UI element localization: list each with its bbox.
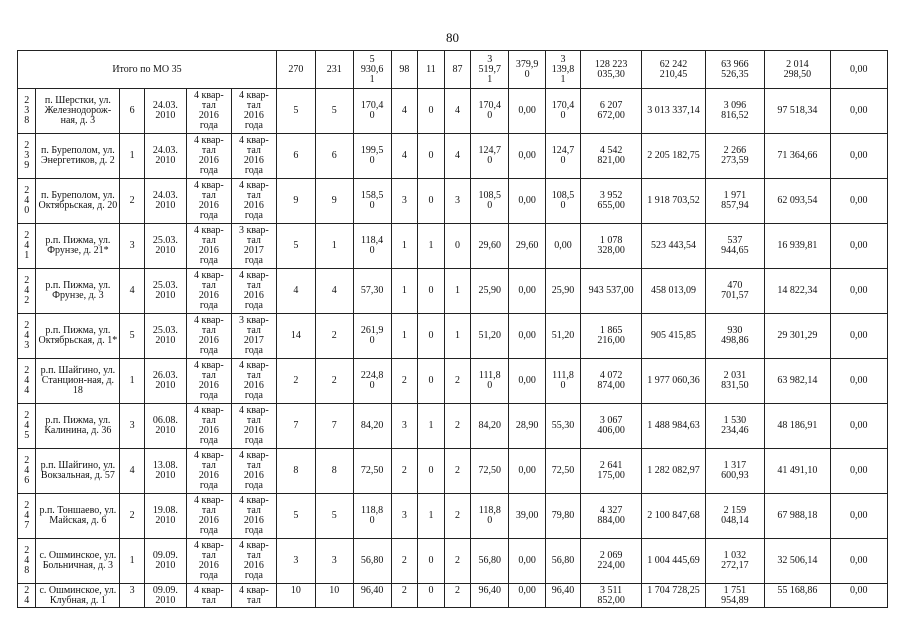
value-cell: 170,4 0 xyxy=(353,89,391,134)
actual-term-cell: 4 квар- тал 2016 года xyxy=(231,539,276,584)
value-cell: 1 xyxy=(444,269,471,314)
value-cell: 3 xyxy=(276,539,315,584)
value-cell: 0,00 xyxy=(830,449,887,494)
number-cell: 1 xyxy=(120,359,145,404)
value-cell: 1 282 082,97 xyxy=(642,449,705,494)
number-cell: 1 xyxy=(120,134,145,179)
value-cell: 5 xyxy=(315,89,353,134)
actual-term-cell: 4 квар- тал 2016 года xyxy=(231,269,276,314)
value-cell: 470 701,57 xyxy=(705,269,764,314)
value-cell: 0,00 xyxy=(830,494,887,539)
table-row xyxy=(18,584,888,608)
table-row xyxy=(18,404,888,449)
value-cell: 55,30 xyxy=(546,404,581,449)
value-cell: 8 xyxy=(315,449,353,494)
value-cell: 96,40 xyxy=(353,584,391,608)
total-value-cell: 3 519,7 1 xyxy=(471,51,509,89)
value-cell: 4 xyxy=(315,269,353,314)
total-value-cell: 5 930,6 1 xyxy=(353,51,391,89)
number-cell: 5 xyxy=(120,314,145,359)
value-cell: 39,00 xyxy=(509,494,546,539)
value-cell: 943 537,00 xyxy=(580,269,641,314)
value-cell: 0,00 xyxy=(830,224,887,269)
value-cell: 9 xyxy=(276,179,315,224)
total-label: Итого по МО 35 xyxy=(18,51,277,89)
value-cell: 1 317 600,93 xyxy=(705,449,764,494)
value-cell: 930 498,86 xyxy=(705,314,764,359)
number-cell: 2 xyxy=(120,494,145,539)
page-number: 80 xyxy=(446,30,459,45)
value-cell: 5 xyxy=(276,494,315,539)
value-cell: 96,40 xyxy=(471,584,509,608)
table-row xyxy=(18,89,888,134)
date-cell: 25.03. 2010 xyxy=(144,224,186,269)
value-cell: 0,00 xyxy=(509,584,546,608)
value-cell: 2 xyxy=(391,584,418,608)
value-cell: 84,20 xyxy=(353,404,391,449)
value-cell: 537 944,65 xyxy=(705,224,764,269)
value-cell: 56,80 xyxy=(546,539,581,584)
date-cell: 09.09. 2010 xyxy=(144,584,186,608)
value-cell: 7 xyxy=(315,404,353,449)
value-cell: 0,00 xyxy=(830,179,887,224)
record-number-cell: 2 4 0 xyxy=(18,179,36,224)
value-cell: 67 988,18 xyxy=(765,494,831,539)
date-cell: 26.03. 2010 xyxy=(144,359,186,404)
address-cell: р.п. Пижма, ул. Калинина, д. 36 xyxy=(36,404,120,449)
value-cell: 1 xyxy=(391,314,418,359)
value-cell: 2 xyxy=(391,359,418,404)
value-cell: 1 865 216,00 xyxy=(580,314,641,359)
value-cell: 0,00 xyxy=(830,584,887,608)
value-cell: 6 207 672,00 xyxy=(580,89,641,134)
value-cell: 1 704 728,25 xyxy=(642,584,705,608)
value-cell: 3 xyxy=(444,179,471,224)
address-cell: р.п. Шайгино, ул. Вокзальная, д. 57 xyxy=(36,449,120,494)
record-number-cell: 2 4 2 xyxy=(18,269,36,314)
value-cell: 72,50 xyxy=(546,449,581,494)
date-cell: 19.08. 2010 xyxy=(144,494,186,539)
value-cell: 8 xyxy=(276,449,315,494)
value-cell: 0 xyxy=(418,584,445,608)
number-cell: 4 xyxy=(120,449,145,494)
value-cell: 158,5 0 xyxy=(353,179,391,224)
value-cell: 0 xyxy=(418,539,445,584)
address-cell: с. Ошминское, ул. Больничная, д. 3 xyxy=(36,539,120,584)
date-cell: 24.03. 2010 xyxy=(144,179,186,224)
actual-term-cell: 4 квар- тал xyxy=(231,584,276,608)
address-cell: р.п. Пижма, ул. Фрунзе, д. 21* xyxy=(36,224,120,269)
total-value-cell: 87 xyxy=(444,51,471,89)
value-cell: 1 971 857,94 xyxy=(705,179,764,224)
record-number-cell: 2 4 xyxy=(18,584,36,608)
value-cell: 2 100 847,68 xyxy=(642,494,705,539)
value-cell: 3 xyxy=(315,539,353,584)
date-cell: 06.08. 2010 xyxy=(144,404,186,449)
value-cell: 199,5 0 xyxy=(353,134,391,179)
planned-term-cell: 4 квар- тал 2016 года xyxy=(186,89,231,134)
value-cell: 51,20 xyxy=(546,314,581,359)
value-cell: 2 069 224,00 xyxy=(580,539,641,584)
value-cell: 2 641 175,00 xyxy=(580,449,641,494)
address-cell: р.п. Шайгино, ул. Станцион-ная, д. 18 xyxy=(36,359,120,404)
value-cell: 1 xyxy=(418,404,445,449)
value-cell: 0,00 xyxy=(830,359,887,404)
value-cell: 84,20 xyxy=(471,404,509,449)
value-cell: 3 952 655,00 xyxy=(580,179,641,224)
value-cell: 523 443,54 xyxy=(642,224,705,269)
value-cell: 4 327 884,00 xyxy=(580,494,641,539)
housing-program-table xyxy=(17,50,888,608)
value-cell: 124,7 0 xyxy=(471,134,509,179)
value-cell: 51,20 xyxy=(471,314,509,359)
total-value-cell: 98 xyxy=(391,51,418,89)
value-cell: 4 xyxy=(276,269,315,314)
value-cell: 0,00 xyxy=(509,449,546,494)
table-row xyxy=(18,314,888,359)
value-cell: 25,90 xyxy=(546,269,581,314)
value-cell: 79,80 xyxy=(546,494,581,539)
value-cell: 905 415,85 xyxy=(642,314,705,359)
address-cell: с. Ошминское, ул. Клубная, д. 1 xyxy=(36,584,120,608)
table-row xyxy=(18,134,888,179)
value-cell: 2 xyxy=(444,404,471,449)
value-cell: 0,00 xyxy=(509,269,546,314)
value-cell: 111,8 0 xyxy=(546,359,581,404)
record-number-cell: 2 4 7 xyxy=(18,494,36,539)
total-value-cell: 379,9 0 xyxy=(509,51,546,89)
value-cell: 2 xyxy=(315,359,353,404)
record-number-cell: 2 4 4 xyxy=(18,359,36,404)
value-cell: 0 xyxy=(444,224,471,269)
value-cell: 1 xyxy=(444,314,471,359)
record-number-cell: 2 4 5 xyxy=(18,404,36,449)
value-cell: 0 xyxy=(418,449,445,494)
value-cell: 1 xyxy=(315,224,353,269)
value-cell: 0,00 xyxy=(830,314,887,359)
date-cell: 25.03. 2010 xyxy=(144,269,186,314)
table-row xyxy=(18,494,888,539)
address-cell: р.п. Пижма, ул. Фрунзе, д. 3 xyxy=(36,269,120,314)
actual-term-cell: 4 квар- тал 2016 года xyxy=(231,494,276,539)
value-cell: 0,00 xyxy=(546,224,581,269)
planned-term-cell: 4 квар- тал 2016 года xyxy=(186,269,231,314)
value-cell: 41 491,10 xyxy=(765,449,831,494)
value-cell: 72,50 xyxy=(353,449,391,494)
value-cell: 0,00 xyxy=(509,539,546,584)
value-cell: 1 004 445,69 xyxy=(642,539,705,584)
actual-term-cell: 4 квар- тал 2016 года xyxy=(231,134,276,179)
planned-term-cell: 4 квар- тал 2016 года xyxy=(186,449,231,494)
value-cell: 6 xyxy=(315,134,353,179)
value-cell: 5 xyxy=(276,224,315,269)
value-cell: 1 977 060,36 xyxy=(642,359,705,404)
value-cell: 2 xyxy=(444,359,471,404)
value-cell: 170,4 0 xyxy=(471,89,509,134)
actual-term-cell: 3 квар- тал 2017 года xyxy=(231,314,276,359)
value-cell: 3 xyxy=(391,494,418,539)
value-cell: 14 xyxy=(276,314,315,359)
value-cell: 3 096 816,52 xyxy=(705,89,764,134)
value-cell: 2 xyxy=(444,494,471,539)
value-cell: 97 518,34 xyxy=(765,89,831,134)
number-cell: 4 xyxy=(120,269,145,314)
value-cell: 16 939,81 xyxy=(765,224,831,269)
value-cell: 63 982,14 xyxy=(765,359,831,404)
number-cell: 1 xyxy=(120,539,145,584)
planned-term-cell: 4 квар- тал 2016 года xyxy=(186,134,231,179)
value-cell: 4 xyxy=(391,89,418,134)
table-row xyxy=(18,269,888,314)
date-cell: 13.08. 2010 xyxy=(144,449,186,494)
value-cell: 0,00 xyxy=(830,539,887,584)
value-cell: 9 xyxy=(315,179,353,224)
total-value-cell: 3 139,8 1 xyxy=(546,51,581,89)
value-cell: 96,40 xyxy=(546,584,581,608)
actual-term-cell: 4 квар- тал 2016 года xyxy=(231,404,276,449)
value-cell: 111,8 0 xyxy=(471,359,509,404)
value-cell: 4 xyxy=(391,134,418,179)
value-cell: 29 301,29 xyxy=(765,314,831,359)
value-cell: 3 511 852,00 xyxy=(580,584,641,608)
value-cell: 4 xyxy=(444,134,471,179)
value-cell: 2 xyxy=(391,449,418,494)
total-value-cell: 11 xyxy=(418,51,445,89)
value-cell: 108,5 0 xyxy=(471,179,509,224)
table-row xyxy=(18,449,888,494)
planned-term-cell: 4 квар- тал 2016 года xyxy=(186,404,231,449)
value-cell: 48 186,91 xyxy=(765,404,831,449)
table-row xyxy=(18,224,888,269)
value-cell: 5 xyxy=(315,494,353,539)
value-cell: 0 xyxy=(418,179,445,224)
planned-term-cell: 4 квар- тал 2016 года xyxy=(186,314,231,359)
value-cell: 14 822,34 xyxy=(765,269,831,314)
total-value-cell: 270 xyxy=(276,51,315,89)
value-cell: 118,4 0 xyxy=(353,224,391,269)
value-cell: 57,30 xyxy=(353,269,391,314)
actual-term-cell: 4 квар- тал 2016 года xyxy=(231,89,276,134)
planned-term-cell: 4 квар- тал 2016 года xyxy=(186,359,231,404)
value-cell: 1 751 954,89 xyxy=(705,584,764,608)
total-value-cell: 2 014 298,50 xyxy=(765,51,831,89)
value-cell: 2 xyxy=(444,539,471,584)
value-cell: 118,8 0 xyxy=(471,494,509,539)
value-cell: 0 xyxy=(418,359,445,404)
value-cell: 1 488 984,63 xyxy=(642,404,705,449)
value-cell: 1 xyxy=(418,224,445,269)
date-cell: 24.03. 2010 xyxy=(144,89,186,134)
planned-term-cell: 4 квар- тал 2016 года xyxy=(186,494,231,539)
value-cell: 0,00 xyxy=(509,134,546,179)
table-row xyxy=(18,539,888,584)
total-value-cell: 128 223 035,30 xyxy=(580,51,641,89)
planned-term-cell: 4 квар- тал 2016 года xyxy=(186,224,231,269)
table-row xyxy=(18,359,888,404)
total-row xyxy=(18,51,888,89)
value-cell: 1 xyxy=(418,494,445,539)
address-cell: р.п. Пижма, ул. Октябрьская, д. 1* xyxy=(36,314,120,359)
table-row xyxy=(18,179,888,224)
planned-term-cell: 4 квар- тал 2016 года xyxy=(186,179,231,224)
value-cell: 56,80 xyxy=(353,539,391,584)
value-cell: 4 072 874,00 xyxy=(580,359,641,404)
date-cell: 09.09. 2010 xyxy=(144,539,186,584)
value-cell: 2 xyxy=(276,359,315,404)
planned-term-cell: 4 квар- тал 2016 года xyxy=(186,539,231,584)
value-cell: 4 542 821,00 xyxy=(580,134,641,179)
number-cell: 3 xyxy=(120,224,145,269)
value-cell: 62 093,54 xyxy=(765,179,831,224)
value-cell: 0,00 xyxy=(509,179,546,224)
value-cell: 0 xyxy=(418,314,445,359)
record-number-cell: 2 3 9 xyxy=(18,134,36,179)
value-cell: 0,00 xyxy=(830,269,887,314)
value-cell: 2 xyxy=(315,314,353,359)
value-cell: 0,00 xyxy=(830,134,887,179)
actual-term-cell: 3 квар- тал 2017 года xyxy=(231,224,276,269)
value-cell: 28,90 xyxy=(509,404,546,449)
value-cell: 29,60 xyxy=(471,224,509,269)
total-value-cell: 63 966 526,35 xyxy=(705,51,764,89)
value-cell: 7 xyxy=(276,404,315,449)
value-cell: 0 xyxy=(418,269,445,314)
value-cell: 0,00 xyxy=(830,89,887,134)
value-cell: 10 xyxy=(276,584,315,608)
value-cell: 56,80 xyxy=(471,539,509,584)
value-cell: 3 013 337,14 xyxy=(642,89,705,134)
value-cell: 2 159 048,14 xyxy=(705,494,764,539)
value-cell: 118,8 0 xyxy=(353,494,391,539)
value-cell: 458 013,09 xyxy=(642,269,705,314)
value-cell: 32 506,14 xyxy=(765,539,831,584)
value-cell: 3 067 406,00 xyxy=(580,404,641,449)
value-cell: 25,90 xyxy=(471,269,509,314)
date-cell: 24.03. 2010 xyxy=(144,134,186,179)
value-cell: 2 205 182,75 xyxy=(642,134,705,179)
value-cell: 4 xyxy=(444,89,471,134)
record-number-cell: 2 4 8 xyxy=(18,539,36,584)
value-cell: 2 266 273,59 xyxy=(705,134,764,179)
record-number-cell: 2 3 8 xyxy=(18,89,36,134)
value-cell: 0,00 xyxy=(830,404,887,449)
date-cell: 25.03. 2010 xyxy=(144,314,186,359)
value-cell: 71 364,66 xyxy=(765,134,831,179)
value-cell: 2 031 831,50 xyxy=(705,359,764,404)
value-cell: 0,00 xyxy=(509,89,546,134)
value-cell: 5 xyxy=(276,89,315,134)
value-cell: 2 xyxy=(391,539,418,584)
value-cell: 1 918 703,52 xyxy=(642,179,705,224)
value-cell: 1 xyxy=(391,269,418,314)
total-value-cell: 231 xyxy=(315,51,353,89)
planned-term-cell: 4 квар- тал xyxy=(186,584,231,608)
address-cell: п. Бурепoлом, ул. Октябрьская, д. 20 xyxy=(36,179,120,224)
address-cell: п. Бурепoлом, ул. Энергетиков, д. 2 xyxy=(36,134,120,179)
value-cell: 72,50 xyxy=(471,449,509,494)
value-cell: 261,9 0 xyxy=(353,314,391,359)
record-number-cell: 2 4 3 xyxy=(18,314,36,359)
actual-term-cell: 4 квар- тал 2016 года xyxy=(231,179,276,224)
value-cell: 1 032 272,17 xyxy=(705,539,764,584)
number-cell: 3 xyxy=(120,404,145,449)
address-cell: р.п. Тоншаево, ул. Майская, д. 6 xyxy=(36,494,120,539)
value-cell: 108,5 0 xyxy=(546,179,581,224)
value-cell: 170,4 0 xyxy=(546,89,581,134)
number-cell: 3 xyxy=(120,584,145,608)
actual-term-cell: 4 квар- тал 2016 года xyxy=(231,449,276,494)
value-cell: 6 xyxy=(276,134,315,179)
number-cell: 6 xyxy=(120,89,145,134)
total-value-cell: 0,00 xyxy=(830,51,887,89)
record-number-cell: 2 4 6 xyxy=(18,449,36,494)
value-cell: 0 xyxy=(418,89,445,134)
value-cell: 1 078 328,00 xyxy=(580,224,641,269)
value-cell: 2 xyxy=(444,584,471,608)
value-cell: 2 xyxy=(444,449,471,494)
address-cell: п. Шерстки, ул. Железнодорож-ная, д. 3 xyxy=(36,89,120,134)
value-cell: 124,7 0 xyxy=(546,134,581,179)
value-cell: 10 xyxy=(315,584,353,608)
value-cell: 1 xyxy=(391,224,418,269)
value-cell: 3 xyxy=(391,404,418,449)
total-value-cell: 62 242 210,45 xyxy=(642,51,705,89)
record-number-cell: 2 4 1 xyxy=(18,224,36,269)
value-cell: 1 530 234,46 xyxy=(705,404,764,449)
value-cell: 0,00 xyxy=(509,359,546,404)
actual-term-cell: 4 квар- тал 2016 года xyxy=(231,359,276,404)
value-cell: 55 168,86 xyxy=(765,584,831,608)
value-cell: 0,00 xyxy=(509,314,546,359)
value-cell: 224,8 0 xyxy=(353,359,391,404)
value-cell: 0 xyxy=(418,134,445,179)
value-cell: 29,60 xyxy=(509,224,546,269)
value-cell: 3 xyxy=(391,179,418,224)
number-cell: 2 xyxy=(120,179,145,224)
